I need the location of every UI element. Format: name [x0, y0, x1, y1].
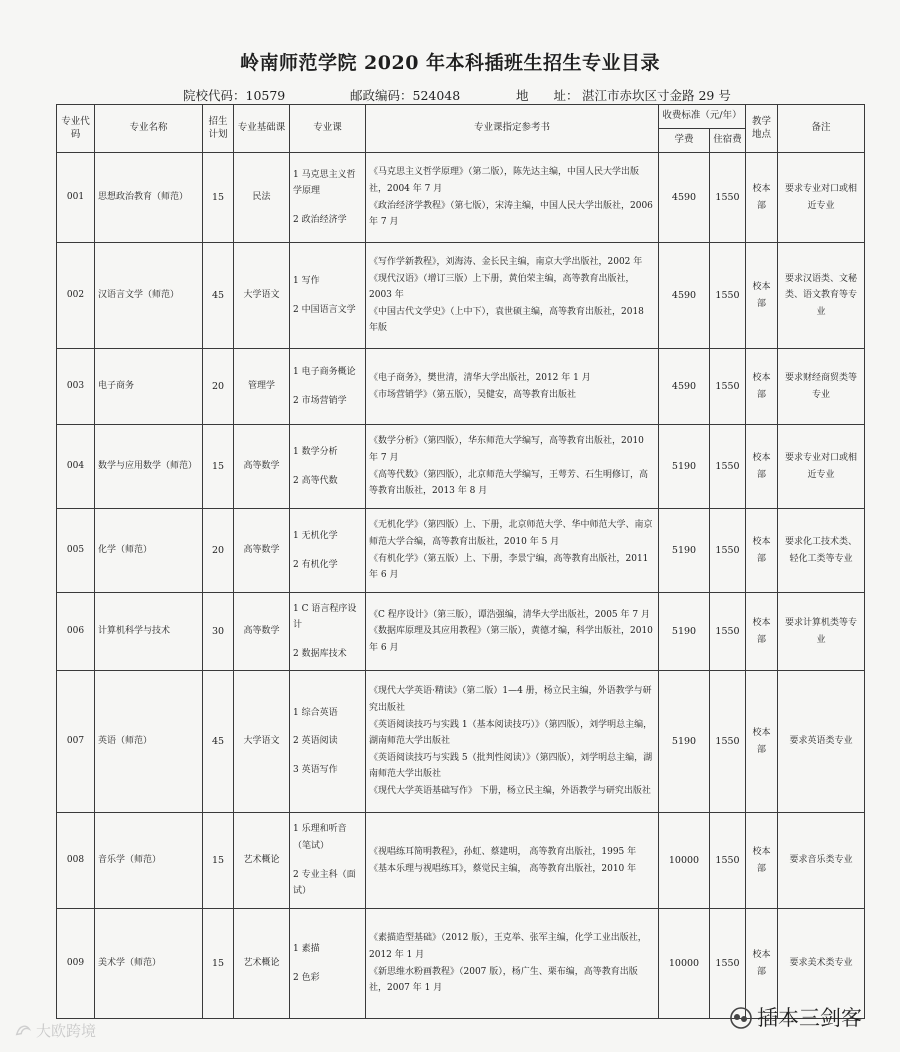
cell-code: 007	[57, 671, 95, 813]
cell-location: 校本部	[746, 349, 778, 425]
header-tuition: 学费	[659, 129, 710, 153]
cell-name: 英语（师范）	[95, 671, 203, 813]
cell-plan: 20	[203, 509, 234, 593]
cell-courses-line: 1 无机化学	[293, 530, 338, 541]
cell-books-line: 《政治经济学教程》（第七版），宋涛主编，中国人民大学出版社，2006 年 7 月	[369, 200, 653, 228]
table-row	[57, 593, 865, 671]
cell-books	[366, 153, 659, 243]
cell-courses-line: 1 写作	[293, 275, 320, 286]
table-row	[57, 671, 865, 813]
cell-location: 校本部	[746, 909, 778, 1019]
cell-name: 美术学（师范）	[95, 909, 203, 1019]
cell-courses-line: 2 市场营销学	[293, 395, 347, 406]
cell-plan: 45	[203, 243, 234, 349]
cell-books-line: 《现代汉语》（增订三版）上下册，黄伯荣主编，高等教育出版社，2003 年	[369, 273, 635, 301]
cell-books	[366, 671, 659, 813]
cell-lodging: 1550	[710, 349, 746, 425]
cell-code: 004	[57, 425, 95, 509]
cell-plan: 20	[203, 349, 234, 425]
cell-base: 艺术概论	[234, 909, 290, 1019]
cell-code: 005	[57, 509, 95, 593]
cell-plan: 15	[203, 909, 234, 1019]
cell-books	[366, 509, 659, 593]
cell-books	[366, 425, 659, 509]
cell-courses-line: 1 乐理和听音（笔试）	[293, 824, 347, 851]
cell-books-line: 《现代大学英语基础写作》 下册，杨立民主编，外语教学与研究出版社	[369, 786, 651, 797]
header-code: 专业代码	[57, 105, 95, 153]
cell-plan: 15	[203, 813, 234, 909]
header-base: 专业基础课	[234, 105, 290, 153]
cell-plan: 15	[203, 425, 234, 509]
cell-code: 002	[57, 243, 95, 349]
cell-note: 要求专业对口或相近专业	[778, 153, 865, 243]
cell-base: 民法	[234, 153, 290, 243]
page-title: 岭南师范学院 2020 年本科插班生招生专业目录	[239, 52, 661, 74]
cell-note: 要求专业对口或相近专业	[778, 425, 865, 509]
cell-books-line: 《英语阅读技巧与实践 1（基本阅读技巧）》（第四版），刘学明总主编，湖南师范大学出版社	[369, 719, 653, 747]
cell-courses	[290, 593, 366, 671]
cell-name: 汉语言文学（师范）	[95, 243, 203, 349]
cell-base: 高等数学	[234, 425, 290, 509]
header-books: 专业课指定参考书	[366, 105, 659, 153]
cell-courses-line: 2 政治经济学	[293, 214, 347, 225]
school-code: 院校代码：10579	[183, 88, 286, 103]
cell-tuition: 4590	[659, 153, 710, 243]
address-label: 地 址：	[516, 88, 579, 103]
cell-books-line: 《高等代数》（第四版），北京师范大学编写，王萼芳、石生明修订，高等教育出版社，2013 年 8 月	[369, 469, 649, 497]
cell-lodging: 1550	[710, 593, 746, 671]
wechat-logo-icon	[728, 1005, 754, 1031]
cell-books-line: 《写作学新教程》，刘海涛、金长民主编，南京大学出版社，2002 年	[369, 256, 643, 267]
cell-books	[366, 909, 659, 1019]
cell-tuition: 4590	[659, 243, 710, 349]
table-row	[57, 349, 865, 425]
cell-books-line: 《数学分析》（第四版），华东师范大学编写，高等教育出版社，2010 年 7 月	[369, 436, 644, 463]
cell-books-line: 《英语阅读技巧与实践 5（批判性阅读）》（第四版），刘学明总主编，湖南师范大学出版社	[369, 752, 653, 780]
cell-courses-line: 3 英语写作	[293, 764, 338, 775]
cell-books	[366, 593, 659, 671]
cell-lodging: 1550	[710, 509, 746, 593]
cell-lodging: 1550	[710, 671, 746, 813]
cell-books-line: 《C 程序设计》（第三版），谭浩强编，清华大学出版社，2005 年 7 月	[369, 609, 650, 620]
cell-courses-line: 1 数学分析	[293, 446, 338, 457]
cell-tuition: 10000	[659, 909, 710, 1019]
table-row	[57, 509, 865, 593]
cell-books-line: 《数据库原理及其应用教程》（第三版），黄德才编，科学出版社，2010 年 6 月	[369, 626, 653, 653]
header-location: 教学地点	[746, 105, 778, 153]
cell-base: 高等数学	[234, 509, 290, 593]
cell-lodging: 1550	[710, 243, 746, 349]
cell-books	[366, 349, 659, 425]
cell-courses-line: 2 中国语言文学	[293, 304, 356, 315]
table-row	[57, 153, 865, 243]
cell-courses-line: 2 有机化学	[293, 559, 338, 570]
cell-courses-line: 2 专业主科（面试）	[293, 869, 356, 897]
header-name: 专业名称	[95, 105, 203, 153]
cell-courses	[290, 671, 366, 813]
cell-note: 要求化工技术类、轻化工类等专业	[778, 509, 865, 593]
cell-courses-line: 1 C 语言程序设计	[293, 603, 357, 631]
header-plan: 招生计划	[203, 105, 234, 153]
cell-books-line: 《新思维水粉画教程》（2007 版），杨广生、栗布编，高等教育出版社，2007 年 1 月	[369, 966, 638, 994]
cell-books-line: 《电子商务》，樊世清，清华大学出版社，2012 年 1 月	[369, 372, 591, 383]
cell-courses-line: 1 电子商务概论	[293, 366, 356, 377]
cell-code: 009	[57, 909, 95, 1019]
header-note: 备注	[778, 105, 865, 153]
cell-name: 音乐学（师范）	[95, 813, 203, 909]
cell-books-line: 《视唱练耳简明教程》，孙虹、蔡建明， 高等教育出版社，1995 年	[369, 846, 637, 857]
table-row	[57, 243, 865, 349]
cell-tuition: 4590	[659, 349, 710, 425]
cell-courses	[290, 153, 366, 243]
cell-courses	[290, 813, 366, 909]
cell-courses-line: 2 色彩	[293, 972, 320, 983]
cell-code: 008	[57, 813, 95, 909]
cell-courses	[290, 909, 366, 1019]
cell-lodging: 1550	[710, 909, 746, 1019]
cell-courses-line: 1 素描	[293, 943, 320, 954]
dragon-logo-icon	[14, 1021, 32, 1039]
cell-lodging: 1550	[710, 153, 746, 243]
cell-location: 校本部	[746, 813, 778, 909]
cell-books-line: 《市场营销学》（第五版），吴健安，高等教育出版社	[369, 389, 577, 400]
cell-code: 001	[57, 153, 95, 243]
major-catalog-table	[56, 104, 865, 1019]
cell-books-line: 《马克思主义哲学原理》（第二版），陈先达主编，中国人民大学出版社，2004 年 7 月	[369, 167, 640, 194]
cell-name: 化学（师范）	[95, 509, 203, 593]
cell-name: 计算机科学与技术	[95, 593, 203, 671]
cell-tuition: 5190	[659, 509, 710, 593]
cell-books-line: 《有机化学》（第五版）上、下册，李景宁编，高等教育出版社，2011 年 6 月	[369, 553, 649, 581]
table-row	[57, 425, 865, 509]
cell-books-line: 《无机化学》（第四版）上、下册，北京师范大学、华中师范大学、南京师范大学合编，高等教育出版社，2010 年 5 月	[369, 520, 653, 547]
cell-note: 要求音乐类专业	[778, 813, 865, 909]
table-row	[57, 813, 865, 909]
cell-location: 校本部	[746, 509, 778, 593]
header-lodging: 住宿费	[710, 129, 746, 153]
cell-plan: 30	[203, 593, 234, 671]
cell-books	[366, 243, 659, 349]
cell-base: 艺术概论	[234, 813, 290, 909]
cell-note: 要求美术类专业	[778, 909, 865, 1019]
cell-code: 006	[57, 593, 95, 671]
cell-books-line: 《现代大学英语·精读》（第二版）1—4 册，杨立民主编，外语教学与研究出版社	[369, 686, 652, 713]
cell-name: 电子商务	[95, 349, 203, 425]
cell-books-line: 《素描造型基础》（2012 版），王克举、张军主编，化学工业出版社，2012 年 1 月	[369, 933, 647, 960]
cell-location: 校本部	[746, 153, 778, 243]
cell-note: 要求计算机类等专业	[778, 593, 865, 671]
header-fee: 收费标准（元/年）	[659, 105, 746, 129]
postal-code: 邮政编码：524048	[350, 88, 461, 103]
cell-courses-line: 1 马克思主义哲学原理	[293, 169, 356, 197]
watermark-left: 大欧跨境	[14, 1020, 96, 1041]
cell-base: 高等数学	[234, 593, 290, 671]
cell-courses	[290, 509, 366, 593]
header-course: 专业课	[290, 105, 366, 153]
cell-note: 要求财经商贸类等专业	[778, 349, 865, 425]
address: 湛江市赤坎区寸金路 29 号	[582, 88, 731, 103]
cell-location: 校本部	[746, 425, 778, 509]
cell-courses-line: 2 英语阅读	[293, 736, 338, 747]
cell-base: 管理学	[234, 349, 290, 425]
cell-base: 大学语文	[234, 243, 290, 349]
cell-courses	[290, 349, 366, 425]
cell-note: 要求汉语类、文秘类、语文教育等专业	[778, 243, 865, 349]
watermark-right: 插本三剑客	[728, 1002, 862, 1032]
cell-courses	[290, 425, 366, 509]
cell-courses	[290, 243, 366, 349]
cell-courses-line: 2 高等代数	[293, 475, 338, 486]
cell-base: 大学语文	[234, 671, 290, 813]
cell-location: 校本部	[746, 593, 778, 671]
cell-tuition: 5190	[659, 671, 710, 813]
cell-lodging: 1550	[710, 813, 746, 909]
cell-books-line: 《中国古代文学史》（上中下），袁世硕主编，高等教育出版社，2018 年版	[369, 306, 644, 334]
cell-plan: 15	[203, 153, 234, 243]
cell-courses-line: 1 综合英语	[293, 707, 338, 718]
cell-tuition: 10000	[659, 813, 710, 909]
cell-courses-line: 2 数据库技术	[293, 648, 347, 659]
cell-tuition: 5190	[659, 425, 710, 509]
cell-books-line: 《基本乐理与视唱练耳》，蔡觉民主编， 高等教育出版社，2010 年	[369, 863, 637, 874]
cell-note: 要求英语类专业	[778, 671, 865, 813]
cell-plan: 45	[203, 671, 234, 813]
cell-location: 校本部	[746, 671, 778, 813]
cell-lodging: 1550	[710, 425, 746, 509]
cell-books	[366, 813, 659, 909]
cell-name: 思想政治教育（师范）	[95, 153, 203, 243]
cell-name: 数学与应用数学（师范）	[95, 425, 203, 509]
cell-location: 校本部	[746, 243, 778, 349]
cell-code: 003	[57, 349, 95, 425]
cell-tuition: 5190	[659, 593, 710, 671]
